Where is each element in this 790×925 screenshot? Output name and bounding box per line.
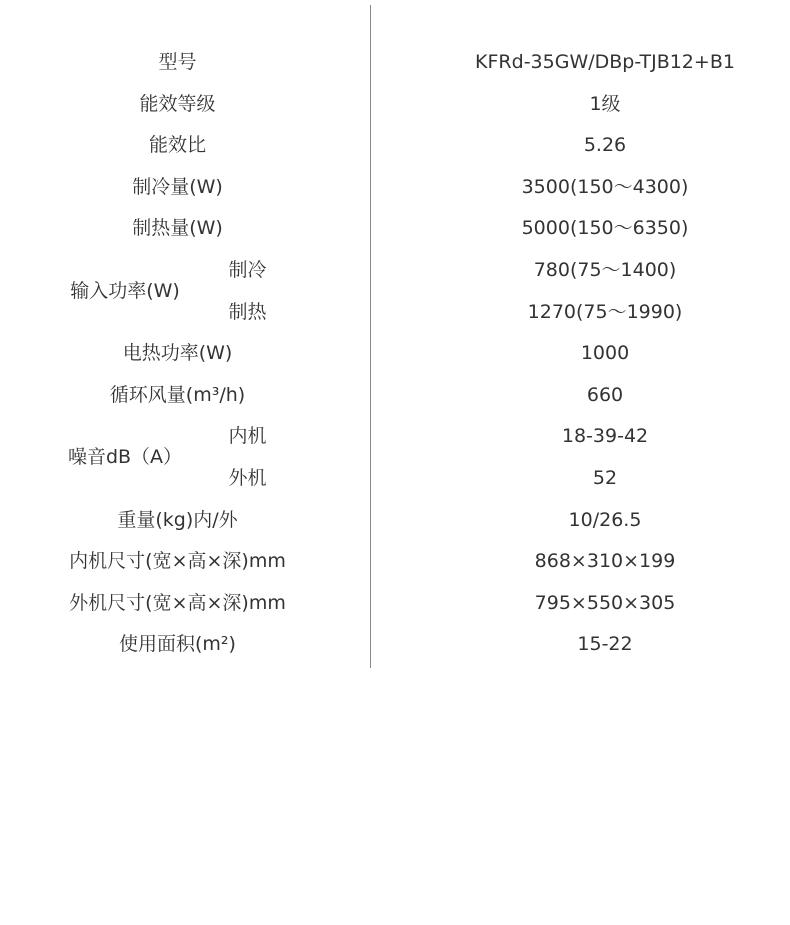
spec-group-input-power: 输入功率(W) — [70, 279, 180, 302]
spec-label: 外机尺寸(宽×高×深)mm — [69, 591, 286, 614]
spec-value: 780(75～1400) — [533, 259, 677, 281]
spec-value: 660 — [586, 383, 624, 406]
spec-row-electric-heating-power — [0, 333, 790, 375]
spec-row-input-power-heating — [0, 292, 790, 334]
spec-row-energy-grade — [0, 84, 790, 126]
spec-value: 5000(150～6350) — [521, 217, 689, 240]
spec-row-noise-outdoor — [0, 458, 790, 500]
spec-label: 使用面积(m²) — [119, 633, 236, 656]
spec-sublabel: 内机 — [228, 425, 267, 448]
spec-label: 重量(kg)内/外 — [117, 508, 238, 531]
spec-value: 795×550×305 — [534, 591, 676, 614]
spec-value: 52 — [592, 467, 618, 489]
spec-value: 5.26 — [583, 134, 627, 157]
spec-sublabel: 制冷 — [228, 259, 267, 281]
spec-row-model — [0, 42, 790, 84]
spec-value: 1270(75～1990) — [527, 300, 683, 323]
spec-value: KFRd-35GW/DBp-TJB12+B1 — [475, 51, 735, 73]
spec-value: 10/26.5 — [568, 508, 642, 531]
spec-label: 电热功率(W) — [122, 342, 233, 365]
spec-label: 能效等级 — [139, 92, 216, 115]
spec-row-noise-indoor — [0, 416, 790, 458]
spec-value: 868×310×199 — [534, 550, 676, 573]
spec-row-usable-area — [0, 624, 790, 666]
spec-group-noise: 噪音dB（A） — [67, 446, 183, 469]
spec-sublabel: 制热 — [228, 300, 267, 323]
spec-row-efficiency-ratio — [0, 125, 790, 167]
spec-value: 1000 — [580, 342, 630, 365]
spec-label: 型号 — [158, 51, 197, 73]
spec-value: 15-22 — [577, 633, 633, 656]
spec-row-outdoor-size — [0, 583, 790, 625]
spec-label: 内机尺寸(宽×高×深)mm — [69, 550, 286, 573]
spec-row-indoor-size — [0, 541, 790, 583]
spec-label: 循环风量(m³/h) — [109, 383, 246, 406]
spec-label: 制冷量(W) — [132, 175, 223, 198]
spec-row-cooling-capacity — [0, 167, 790, 209]
spec-label: 能效比 — [148, 134, 206, 157]
spec-row-airflow — [0, 375, 790, 417]
spec-sublabel: 外机 — [228, 467, 267, 489]
spec-value: 1级 — [589, 92, 621, 115]
spec-value: 3500(150～4300) — [521, 175, 689, 198]
spec-value: 18-39-42 — [561, 425, 649, 448]
spec-row-input-power-cooling — [0, 250, 790, 292]
spec-row-weight — [0, 500, 790, 542]
spec-row-heating-capacity — [0, 208, 790, 250]
spec-label: 制热量(W) — [132, 217, 223, 240]
